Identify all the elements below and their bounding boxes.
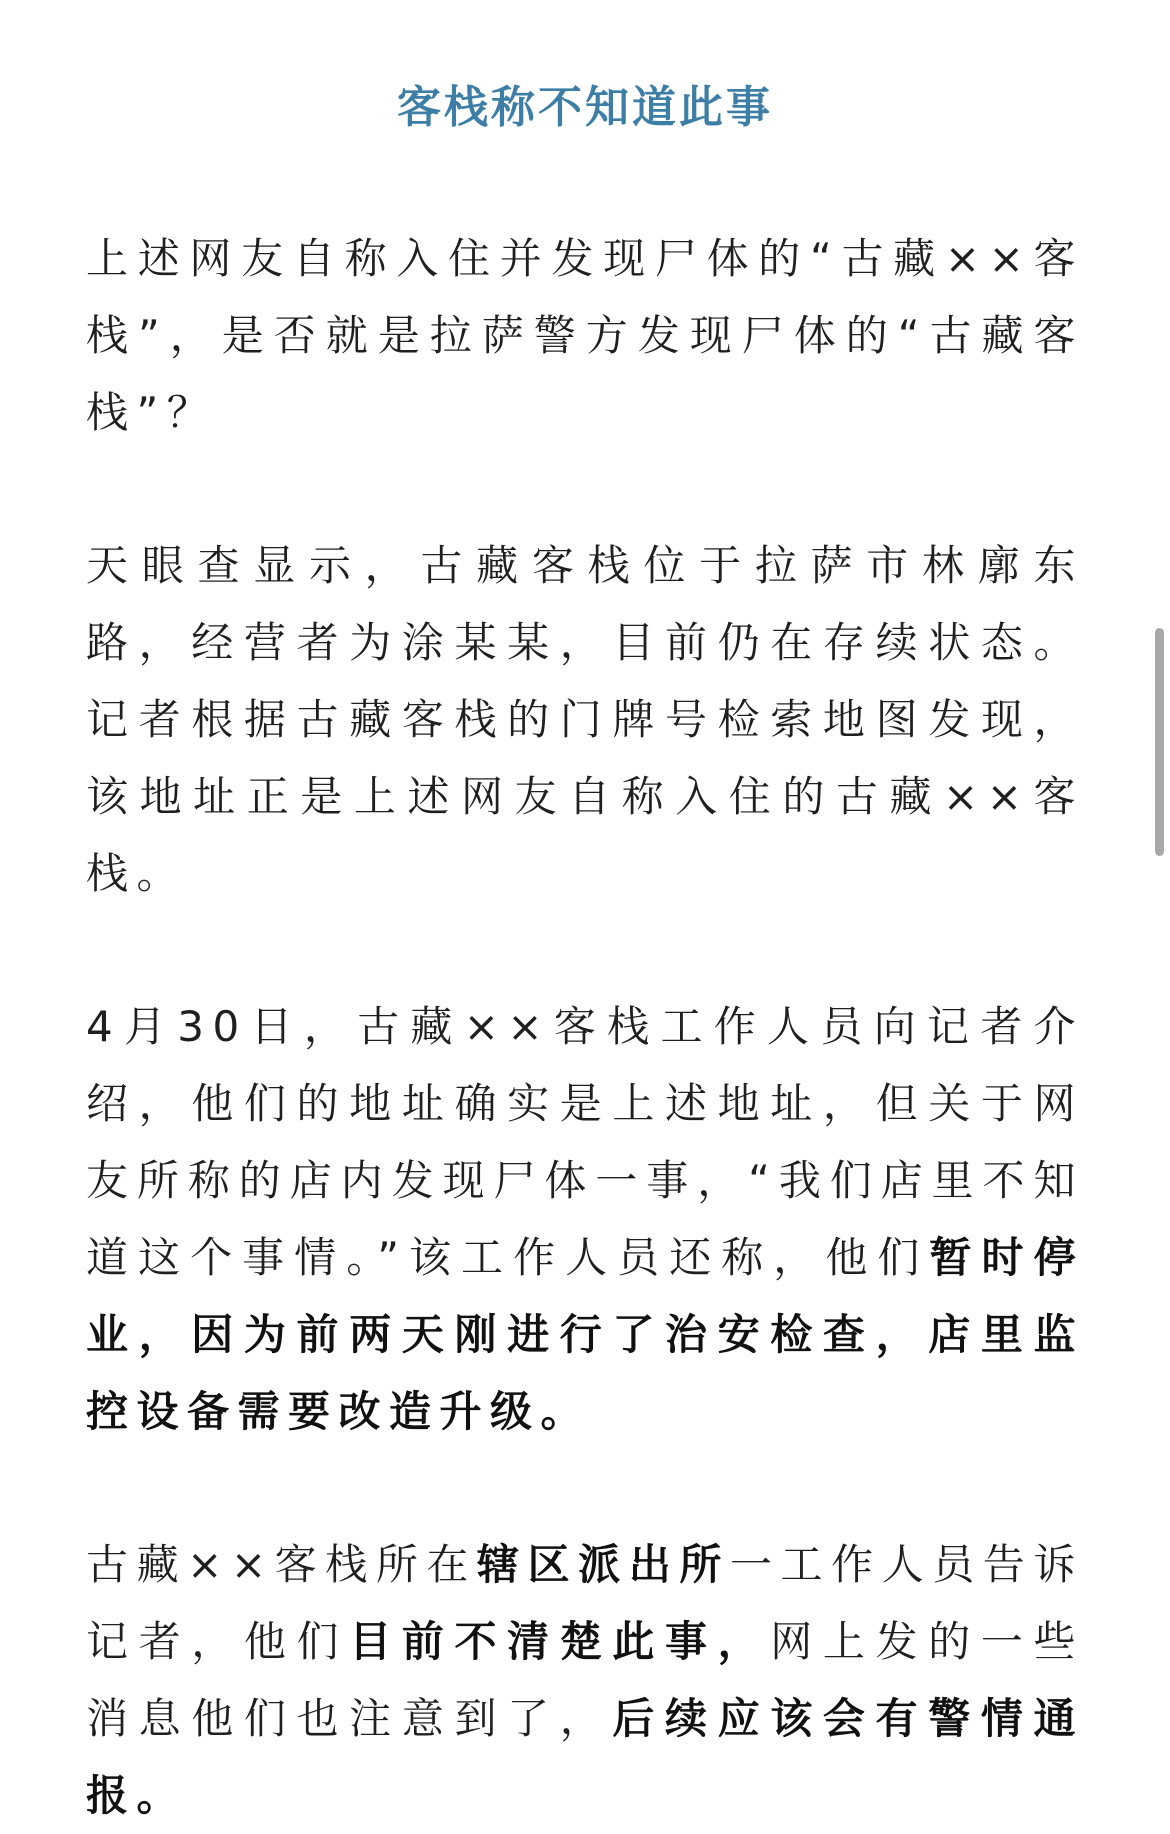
paragraph-3-text: 4月30日，古藏××客栈工作人员向记者介绍，他们的地址确实是上述地址，但关于网友所称的店内发现尸体一事，“我们店里不知道这个事情。”该工作人员还称，他们 [86, 1002, 1084, 1282]
paragraph-4-emphasis-3: 后续应该会有警情通报。 [86, 1694, 1084, 1820]
paragraph-3-emphasis: 暂时停业，因为前两天刚进行了治安检查，店里监控设备需要改造升级。 [86, 1233, 1084, 1436]
article-body [86, 0, 1084, 1834]
paragraph-2: 天眼查显示，古藏客栈位于拉萨市林廓东路，经营者为涂某某，目前仍在存续状态。记者根据古藏客栈的门牌号检索地图发现，该地址正是上述网友自称入住的古藏××客栈。 [86, 541, 1084, 898]
section-title: 客栈称不知道此事 [397, 82, 773, 133]
paragraph-4-text-3: 网上发的一些消息他们也注意到了， [86, 1617, 1084, 1743]
scrollbar-thumb[interactable] [1155, 628, 1164, 856]
paragraph-1: 上述网友自称入住并发现尸体的“古藏××客栈”，是否就是拉萨警方发现尸体的“古藏客栈”？ [86, 234, 1084, 437]
paragraph-4-emphasis-2: 目前不清楚此事， [349, 1617, 771, 1666]
paragraph-3 [86, 988, 1084, 1450]
paragraph-4 [86, 1526, 1084, 1834]
paragraph-4-emphasis-1: 辖区派出所 [477, 1540, 730, 1589]
paragraph-4-text-2: 一工作人员告诉记者，他们 [86, 1540, 1084, 1666]
paragraph-4-text-1: 古藏××客栈所在 [86, 1540, 477, 1589]
